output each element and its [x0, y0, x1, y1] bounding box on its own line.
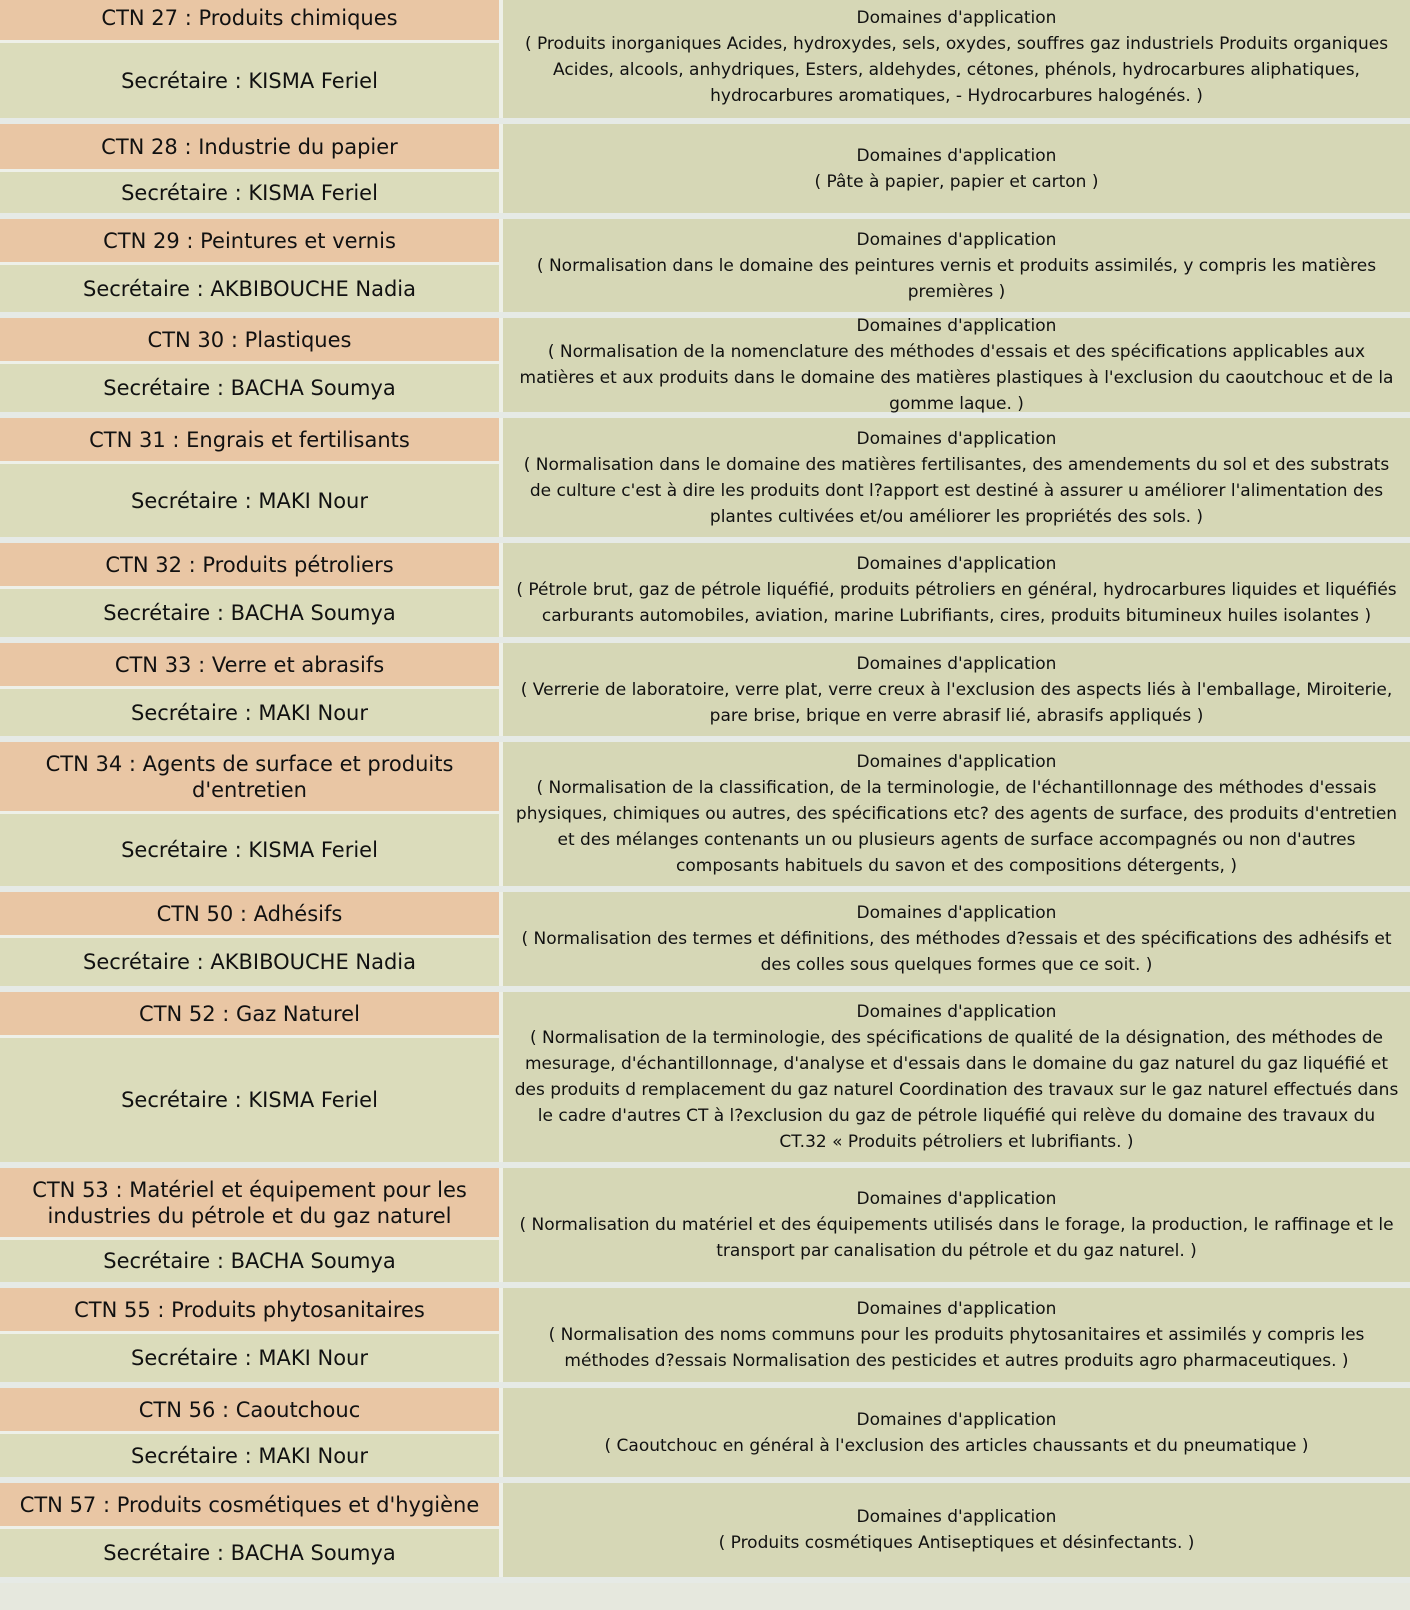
committee-row	[0, 1288, 1410, 1388]
committee-info	[0, 1288, 503, 1382]
committee-info	[0, 318, 503, 412]
committee-row	[0, 124, 1410, 219]
committee-title: CTN 28 : Industrie du papier	[0, 124, 499, 172]
domain-description: ( Caoutchouc en général à l'exclusion des articles chaussants et du pneumatique )	[604, 1435, 1309, 1456]
committee-row	[0, 643, 1410, 742]
domain-description: ( Normalisation de la terminologie, des spécifications de qualité de la désignation, des méthodes de mesurage, d'échantillonnage, d'analyse et d'essais dans le domaine du gaz naturel du gaz liquéfié et des produits d remplacement du gaz naturel Coordination des travaux sur le gaz naturel effectués dans le cadre d'autres CT à l?exclusion du gaz de pétrole liquéfié qui relève du domaine des travaux du CT.32 « Produits pétroliers et lubrifiants. )	[514, 1028, 1399, 1152]
committee-row	[0, 742, 1410, 892]
domain-heading: Domaines d'application	[856, 903, 1057, 923]
domain-heading: Domaines d'application	[856, 7, 1057, 28]
committee-domain-cell	[503, 543, 1410, 637]
committee-title: CTN 30 : Plastiques	[0, 318, 499, 364]
committee-info	[0, 124, 503, 213]
committee-domain-cell	[503, 1288, 1410, 1382]
committee-title: CTN 56 : Caoutchouc	[0, 1388, 499, 1434]
committee-title: CTN 55 : Produits phytosanitaires	[0, 1288, 499, 1334]
domain-heading: Domaines d'application	[856, 229, 1057, 250]
committee-secretary: Secrétaire : KISMA Feriel	[0, 814, 499, 886]
domain-description: ( Normalisation dans le domaine des matières fertilisantes, des amendements du sol et des substrats de culture c'est à dire les produits dont l?apport est destiné à assurer u améliorer l'alimentation des plantes cultivées et/ou améliorer les propriétés des sols. )	[523, 454, 1390, 527]
committee-title: CTN 33 : Verre et abrasifs	[0, 643, 499, 689]
committee-domain-cell	[503, 1483, 1410, 1577]
committee-row	[0, 0, 1410, 124]
domain-description: ( Produits inorganiques Acides, hydroxydes, sels, oxydes, souffres gaz industriels Produits organiques Acides, alcools, anhydriques, Esters, aldehydes, cétones, phénols, hydrocarbures aliphatiques, hydrocarbures aromatiques, - Hydrocarbures halogénés. )	[524, 33, 1389, 106]
committee-domain-cell	[503, 892, 1410, 986]
committee-row	[0, 543, 1410, 643]
domain-description: ( Normalisation dans le domaine des peintures vernis et produits assimilés, y compris les matières premières )	[536, 255, 1377, 302]
committee-secretary: Secrétaire : BACHA Soumya	[0, 589, 499, 637]
committee-info	[0, 418, 503, 537]
domain-heading: Domaines d'application	[856, 1507, 1057, 1527]
committee-domain-cell	[503, 124, 1410, 213]
committee-info	[0, 892, 503, 986]
domain-heading: Domaines d'application	[856, 1189, 1057, 1209]
domain-heading: Domaines d'application	[856, 1002, 1057, 1022]
committee-title: CTN 29 : Peintures et vernis	[0, 219, 499, 265]
committee-secretary: Secrétaire : MAKI Nour	[0, 1434, 499, 1477]
committee-secretary: Secrétaire : KISMA Feriel	[0, 43, 499, 118]
committee-row	[0, 1388, 1410, 1483]
committee-title: CTN 32 : Produits pétroliers	[0, 543, 499, 589]
committee-row	[0, 219, 1410, 318]
domain-heading: Domaines d'application	[856, 554, 1057, 574]
committee-row	[0, 992, 1410, 1168]
committee-domain-cell	[503, 1168, 1410, 1282]
domain-heading: Domaines d'application	[856, 1299, 1057, 1319]
committee-row	[0, 418, 1410, 543]
committee-secretary: Secrétaire : AKBIBOUCHE Nadia	[0, 938, 499, 986]
committee-info	[0, 1483, 503, 1577]
domain-description: ( Normalisation de la nomenclature des méthodes d'essais et des spécifications applicables aux matières et aux produits dans le domaine des matières plastiques à l'exclusion du caoutchouc et de la gomme laque. )	[519, 342, 1394, 414]
committee-secretary: Secrétaire : MAKI Nour	[0, 1334, 499, 1382]
committee-secretary: Secrétaire : MAKI Nour	[0, 689, 499, 736]
committee-info	[0, 1388, 503, 1477]
committee-secretary: Secrétaire : MAKI Nour	[0, 464, 499, 537]
committee-row	[0, 318, 1410, 418]
committee-secretary: Secrétaire : KISMA Feriel	[0, 172, 499, 213]
committee-secretary: Secrétaire : BACHA Soumya	[0, 1240, 499, 1282]
domain-description: ( Pâte à papier, papier et carton )	[814, 171, 1099, 192]
domain-description: ( Normalisation des termes et définitions, des méthodes d?essais et des spécifications des adhésifs et des colles sous quelques formes que ce soit. )	[521, 929, 1392, 975]
committee-secretary: Secrétaire : AKBIBOUCHE Nadia	[0, 265, 499, 312]
domain-heading: Domaines d'application	[856, 752, 1057, 772]
domain-heading: Domaines d'application	[856, 145, 1057, 166]
domain-description: ( Normalisation du matériel et des équipements utilisés dans le forage, la production, le raffinage et le transport par canalisation du pétrole et du gaz naturel. )	[519, 1215, 1394, 1261]
domain-description: ( Normalisation de la classification, de la terminologie, de l'échantillonnage des méthodes d'essais physiques, chimiques ou autres, des spécifications etc? des agents de surface, des produits d'entretien et des mélanges contenants un ou plusieurs agents de surface accompagnés ou non d'autres composants habituels du savon et des compositions détergents, )	[515, 778, 1398, 876]
committee-info	[0, 543, 503, 637]
domain-description: ( Pétrole brut, gaz de pétrole liquéfié, produits pétroliers en général, hydrocarbures liquides et liquéfiés carburants automobiles, aviation, marine Lubrifiants, cires, produits bitumineux huiles isolantes )	[516, 580, 1397, 626]
domain-description: ( Produits cosmétiques Antiseptiques et désinfectants. )	[718, 1533, 1195, 1553]
committee-info	[0, 992, 503, 1162]
domain-heading: Domaines d'application	[856, 653, 1057, 674]
domain-heading: Domaines d'application	[856, 428, 1057, 449]
committee-info	[0, 0, 503, 118]
committee-title: CTN 57 : Produits cosmétiques et d'hygiène	[0, 1483, 499, 1529]
committee-row	[0, 892, 1410, 992]
committee-row	[0, 1483, 1410, 1583]
committee-title: CTN 34 : Agents de surface et produits d'entretien	[0, 742, 499, 814]
committee-domain-cell	[503, 0, 1410, 118]
committee-domain-cell	[503, 992, 1410, 1162]
committee-domain-cell	[503, 1388, 1410, 1477]
domain-heading: Domaines d'application	[856, 316, 1057, 336]
committee-info	[0, 1168, 503, 1282]
committee-info	[0, 742, 503, 886]
committee-info	[0, 219, 503, 312]
committee-title: CTN 53 : Matériel et équipement pour les industries du pétrole et du gaz naturel	[0, 1168, 499, 1240]
committee-title: CTN 27 : Produits chimiques	[0, 0, 499, 43]
domain-description: ( Normalisation des noms communs pour les produits phytosanitaires et assimilés y compris les méthodes d?essais Normalisation des pesticides et autres produits agro pharmaceutiques. )	[548, 1325, 1365, 1371]
committee-domain-cell	[503, 219, 1410, 312]
domain-heading: Domaines d'application	[856, 1409, 1057, 1430]
committee-domain-cell	[503, 418, 1410, 537]
committee-info	[0, 643, 503, 736]
committee-secretary: Secrétaire : KISMA Feriel	[0, 1038, 499, 1162]
committee-domain-cell	[503, 742, 1410, 886]
committee-title: CTN 52 : Gaz Naturel	[0, 992, 499, 1038]
committee-title: CTN 50 : Adhésifs	[0, 892, 499, 938]
committee-domain-cell	[503, 643, 1410, 736]
committee-title: CTN 31 : Engrais et fertilisants	[0, 418, 499, 464]
committee-secretary: Secrétaire : BACHA Soumya	[0, 364, 499, 412]
committee-row	[0, 1168, 1410, 1288]
committee-domain-cell	[503, 318, 1410, 412]
domain-description: ( Verrerie de laboratoire, verre plat, verre creux à l'exclusion des aspects liés à l'emballage, Miroiterie, pare brise, brique en verre abrasif lié, abrasifs appliqués )	[520, 679, 1393, 726]
committee-secretary: Secrétaire : BACHA Soumya	[0, 1529, 499, 1577]
